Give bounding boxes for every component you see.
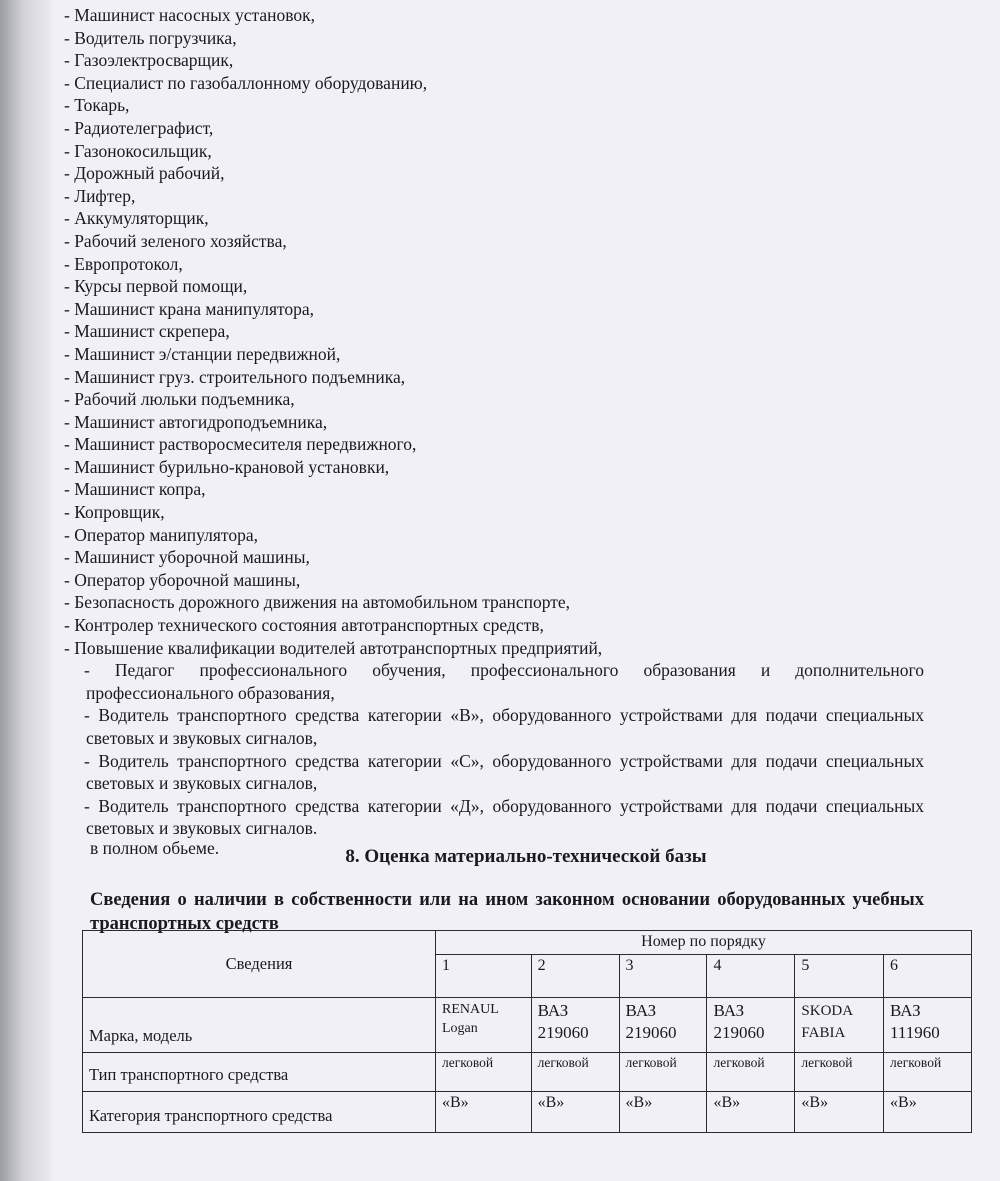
model-cell — [436, 998, 532, 1053]
list-item: - Машинист автогидроподъемника, — [64, 411, 328, 432]
list-item: - Курсы первой помощи, — [64, 276, 248, 297]
model-cell — [619, 998, 707, 1053]
list-item: - Безопасность дорожного движения на автомобильном транспорте, — [64, 592, 571, 613]
list-item: - Дорожный рабочий, — [64, 163, 225, 184]
category-cell: «В» — [619, 1092, 707, 1133]
category-cell: «В» — [436, 1092, 532, 1133]
list-item: - Газонокосильщик, — [64, 140, 212, 161]
list-item: - Аккумуляторщик, — [64, 208, 209, 229]
type-cell: легковой — [795, 1053, 884, 1092]
profession-list — [64, 4, 924, 840]
table-caption: Сведения о наличии в собственности или на ином законном основании оборудованных учебных транспортных средств — [90, 890, 924, 934]
list-item: - Машинист э/станции передвижной, — [64, 343, 341, 364]
list-item: - Машинист груз. строительного подъемника, — [64, 366, 406, 387]
number-cell: 1 — [436, 955, 532, 998]
list-item: - Токарь, — [64, 95, 130, 116]
section-title: 8. Оценка материально-технической базы — [345, 846, 707, 867]
model-name: FABIA — [801, 1025, 846, 1041]
table-row — [83, 998, 972, 1053]
closing-line: в полном обьеме. — [90, 838, 220, 858]
type-cell: легковой — [707, 1053, 795, 1092]
list-item: - Машинист уборочной машины, — [64, 547, 310, 568]
model-cell — [707, 998, 795, 1053]
type-cell: легковой — [531, 1053, 619, 1092]
category-cell: «В» — [707, 1092, 795, 1133]
category-cell: «В» — [884, 1092, 972, 1133]
number-cell: 2 — [531, 955, 619, 998]
number-cell: 4 — [707, 955, 795, 998]
type-cell: легковой — [619, 1053, 707, 1092]
scan-shadow-edge — [0, 0, 52, 1181]
model-name: 219060 — [713, 1023, 765, 1042]
list-item: - Специалист по газобаллонному оборудованию, — [64, 72, 428, 93]
list-item: - Рабочий люльки подъемника, — [64, 389, 295, 410]
list-item: - Машинист насосных установок, — [64, 5, 316, 25]
document-page — [52, 0, 1000, 1181]
column-header-number: Номер по порядку — [436, 931, 972, 955]
model-name: 111960 — [890, 1023, 940, 1042]
list-item: - Машинист растворосмесителя передвижного, — [64, 434, 417, 455]
model-brand: SKODA — [801, 1003, 854, 1019]
type-cell: легковой — [884, 1053, 972, 1092]
number-cell: 6 — [884, 955, 972, 998]
list-item: - Контролер технического состояния автотранспортных средств, — [64, 615, 544, 636]
list-item: - Машинист скрепера, — [64, 321, 230, 342]
model-brand: ВАЗ — [713, 1001, 745, 1020]
model-name: 219060 — [625, 1023, 677, 1042]
list-item: - Европротокол, — [64, 253, 183, 274]
column-header-details: Сведения — [83, 931, 436, 998]
model-cell — [531, 998, 619, 1053]
table-row — [83, 1092, 972, 1133]
model-brand: ВАЗ — [890, 1001, 921, 1020]
list-item: - Газоэлектросварщик, — [64, 50, 234, 71]
table-row — [83, 1053, 972, 1092]
type-cell: легковой — [436, 1053, 532, 1092]
model-brand: ВАЗ — [537, 1001, 569, 1020]
model-cell — [884, 998, 972, 1053]
list-item: - Копровщик, — [64, 502, 165, 523]
list-item: - Машинист бурильно-крановой установки, — [64, 456, 390, 477]
list-item: - Оператор манипулятора, — [64, 524, 258, 545]
list-item: - Водитель транспортного средства категории «Д», оборудованного устройствами для подачи специальных световых и звуковых сигналов. — [84, 795, 924, 839]
list-item: - Машинист копра, — [64, 479, 206, 500]
model-brand: ВАЗ — [625, 1001, 657, 1020]
list-item: - Оператор уборочной машины, — [64, 569, 301, 590]
row-label-type: Тип транспортного средства — [83, 1053, 436, 1092]
list-item: - Повышение квалификации водителей автотранспортных предприятий, — [64, 637, 603, 658]
vehicles-table — [82, 930, 972, 1133]
list-item: - Машинист крана манипулятора, — [64, 298, 315, 319]
list-item: - Педагог профессионального обучения, профессионального образования и дополнительного профессионального образования, — [84, 660, 924, 703]
list-item: - Водитель транспортного средства категории «С», оборудованного устройствами для подачи специальных световых и звуковых сигналов, — [84, 750, 924, 794]
model-name: 219060 — [537, 1023, 589, 1042]
list-item: - Водитель транспортного средства категории «В», оборудованного устройствами для подачи специальных световых и звуковых сигналов, — [84, 705, 924, 748]
list-item: - Радиотелеграфист, — [64, 117, 214, 138]
row-label-category: Категория транспортного средства — [83, 1092, 436, 1133]
model-name: Logan — [442, 1021, 478, 1036]
model-cell — [795, 998, 884, 1053]
list-item: - Лифтер, — [64, 185, 136, 206]
row-label-model: Марка, модель — [83, 998, 436, 1053]
list-item: - Водитель погрузчика, — [64, 27, 237, 48]
list-item: - Рабочий зеленого хозяйства, — [64, 230, 287, 251]
category-cell: «В» — [531, 1092, 619, 1133]
number-cell: 3 — [619, 955, 707, 998]
category-cell: «В» — [795, 1092, 884, 1133]
number-cell: 5 — [795, 955, 884, 998]
model-brand: RENAUL — [442, 1002, 499, 1017]
